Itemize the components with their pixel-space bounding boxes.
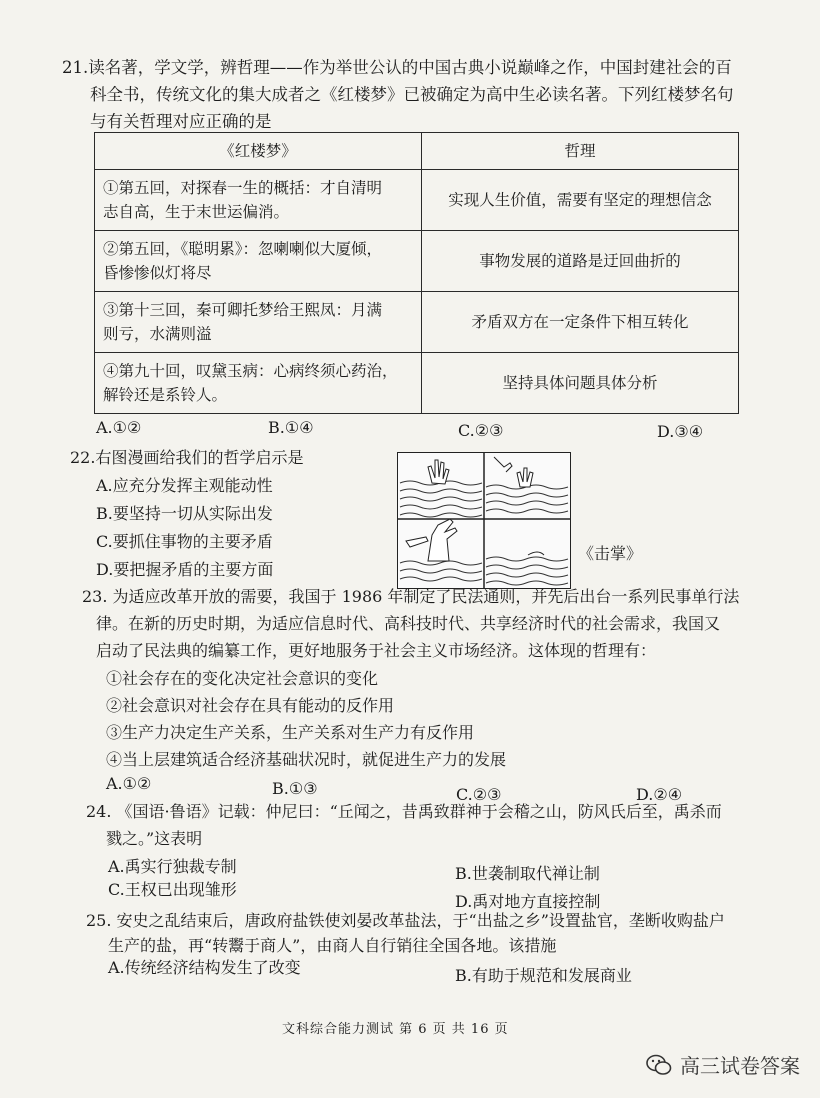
q24-option-b: B.世袭制取代禅让制	[455, 864, 600, 883]
q21-option-d: D.③④	[657, 422, 704, 441]
table-row	[95, 170, 739, 231]
q25-option-a: A.传统经济结构发生了改变	[108, 958, 301, 977]
comic-high-five-icon	[398, 453, 570, 588]
q24-option-d: D.禹对地方直接控制	[455, 892, 601, 911]
q21-row-4-quote-line-1: ④第九十回，叹黛玉病：心病终须心药治，	[103, 362, 398, 380]
q24-option-c: C.王权已出现雏形	[108, 880, 237, 899]
q21-stem-line-3: 与有关哲理对应正确的是	[90, 112, 272, 131]
q21-row-2-quote	[95, 231, 422, 292]
q25-option-b: B.有助于规范和发展商业	[455, 966, 632, 985]
q21-table-header-right: 哲理	[422, 133, 739, 170]
comic-caption: 《击掌》	[578, 544, 643, 563]
q21-row-3-philosophy: 矛盾双方在一定条件下相互转化	[422, 292, 739, 353]
q22-option-c: C.要抓住事物的主要矛盾	[96, 532, 273, 551]
q21-row-4-quote	[95, 353, 422, 414]
q23-option-a: A.①②	[106, 774, 152, 793]
q23-option-d: D.②④	[636, 785, 683, 804]
q21-row-1-quote-line-2: 志自高，生于末世运偏消。	[103, 203, 290, 221]
q21-row-1-philosophy: 实现人生价值，需要有坚定的理想信念	[422, 170, 739, 231]
q21-row-3-quote	[95, 292, 422, 353]
q21-row-1-quote-line-1: ①第五回，对探春一生的概括：才自清明	[103, 179, 383, 197]
q24-option-a: A.禹实行独裁专制	[108, 857, 237, 876]
q21-row-3-quote-line-2: 则亏，水满则溢	[103, 325, 212, 343]
q21-option-a: A.①②	[96, 418, 142, 437]
q24-stem-line-1: 24. 《国语·鲁语》记载：仲尼曰：“丘闻之，昔禹致群神于会稽之山，防风氏后至，禹杀而	[86, 802, 722, 821]
q21-option-b: B.①④	[268, 418, 314, 437]
q21-row-3-quote-line-1: ③第十三回，秦可卿托梦给王熙凤：月满	[103, 301, 383, 319]
q21-row-1-quote	[95, 170, 422, 231]
watermark-account-name: 高三试卷答案	[680, 1054, 800, 1078]
q23-option-b: B.①③	[272, 779, 318, 798]
q23-item-1: ①社会存在的变化决定社会意识的变化	[106, 669, 379, 688]
table-row	[95, 231, 739, 292]
q21-row-4-philosophy: 坚持具体问题具体分析	[422, 353, 739, 414]
q22-option-b: B.要坚持一切从实际出发	[96, 504, 273, 523]
q21-row-2-quote-line-1: ②第五回，《聪明累》：忽喇喇似大厦倾，	[103, 240, 383, 258]
q25-stem-line-1: 25. 安史之乱结束后，唐政府盐铁使刘晏改革盐法，于“出盐之乡”设置盐官，垄断收购盐户	[86, 911, 725, 930]
q21-stem-line-1: 21.读名著，学文学，辨哲理——作为举世公认的中国古典小说巅峰之作，中国封建社会的百	[62, 58, 732, 77]
q22-option-a: A.应充分发挥主观能动性	[96, 476, 273, 495]
comic-illustration	[397, 452, 571, 589]
wechat-logo-icon	[646, 1054, 672, 1076]
q21-stem-line-2: 科全书，传统文化的集大成者之《红楼梦》已被确定为高中生必读名著。下列红楼梦名句	[90, 85, 734, 104]
q21-row-4-quote-line-2: 解铃还是系铃人。	[103, 386, 228, 404]
table-row	[95, 353, 739, 414]
q23-option-c: C.②③	[456, 785, 502, 804]
q25-stem-line-2: 生产的盐，再“转鬻于商人”，由商人自行销往全国各地。该措施	[108, 936, 557, 955]
q23-stem-line-1: 23. 为适应改革开放的需要，我国于 1986 年制定了民法通则，并先后出台一系列民事单行法	[82, 587, 740, 606]
table-row	[95, 292, 739, 353]
q23-item-2: ②社会意识对社会存在具有能动的反作用	[106, 696, 395, 715]
q21-option-c: C.②③	[458, 421, 504, 440]
q21-row-2-philosophy: 事物发展的道路是迂回曲折的	[422, 231, 739, 292]
q24-stem-line-2: 戮之。”这表明	[106, 829, 203, 848]
q23-stem-line-2: 律。在新的历史时期，为适应信息时代、高科技时代、共享经济时代的社会需求，我国又	[96, 614, 721, 633]
q22-option-d: D.要把握矛盾的主要方面	[96, 560, 274, 579]
q23-item-4: ④当上层建筑适合经济基础状况时，就促进生产力的发展	[106, 750, 507, 769]
q21-table-header-row	[95, 133, 739, 170]
q21-table	[94, 132, 739, 414]
page-footer: 文科综合能力测试 第 6 页 共 16 页	[282, 1022, 509, 1037]
q23-stem-line-3: 启动了民法典的编纂工作，更好地服务于社会主义市场经济。这体现的哲理有：	[96, 641, 657, 660]
q21-row-2-quote-line-2: 昏惨惨似灯将尽	[103, 264, 212, 282]
q23-item-3: ③生产力决定生产关系，生产关系对生产力有反作用	[106, 723, 475, 742]
q22-stem: 22.右图漫画给我们的哲学启示是	[70, 448, 304, 467]
q21-table-header-left: 《红楼梦》	[95, 133, 422, 170]
